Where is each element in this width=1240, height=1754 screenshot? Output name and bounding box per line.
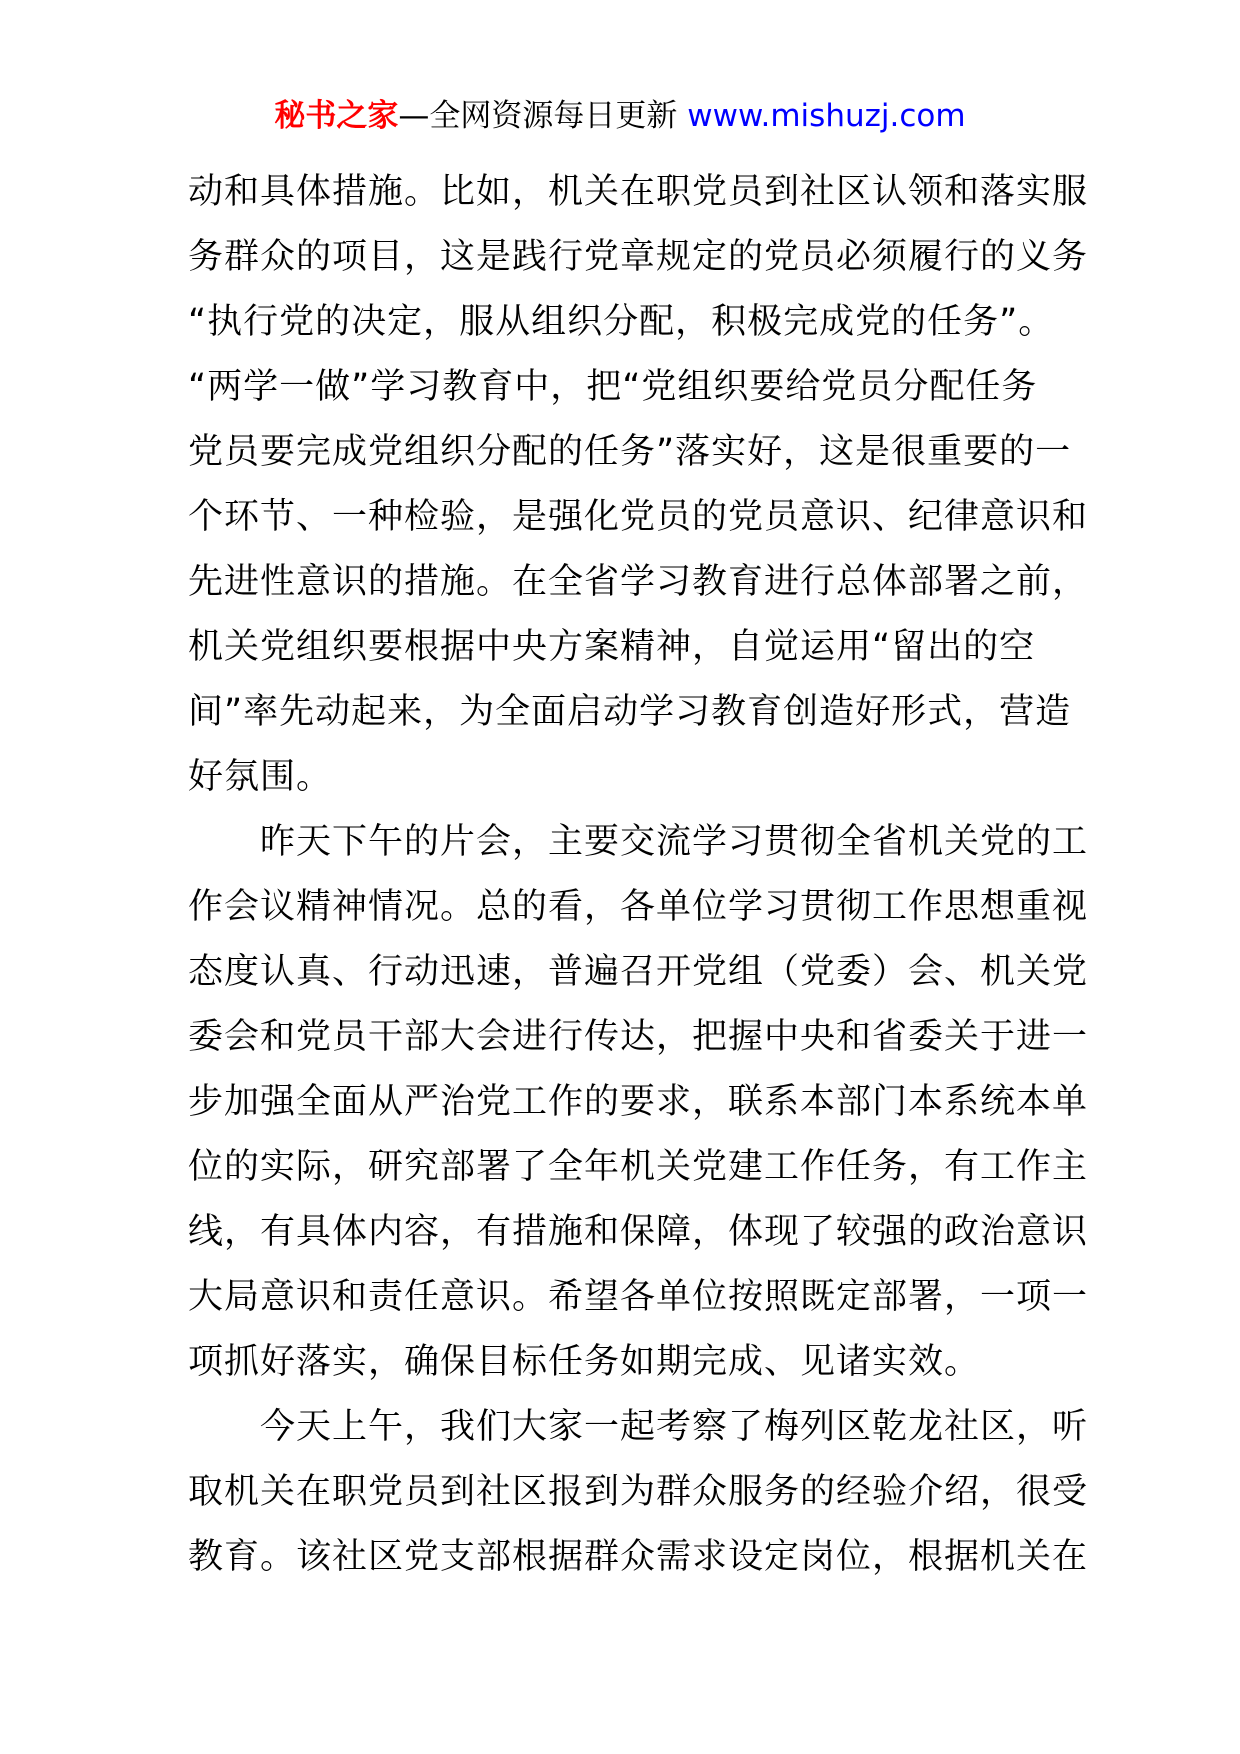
text-line: 动和具体措施。比如，机关在职党员到社区认领和落实服 (188, 172, 1089, 212)
site-url-link[interactable]: www.mishuzj.com (687, 98, 966, 134)
text-line: 位的实际，研究部署了全年机关党建工作任务，有工作主 (188, 1147, 1089, 1187)
text-line: 个环节、一种检验，是强化党员的党员意识、纪律意识和 (188, 497, 1089, 537)
text-line: 大局意识和责任意识。希望各单位按照既定部署，一项一 (188, 1277, 1089, 1317)
text-line: 态度认真、行动迅速，普遍召开党组（党委）会、机关党 (188, 952, 1089, 992)
text-line: 好氛围。 (188, 757, 333, 797)
page-header (0, 96, 1240, 136)
text-line: 教育。该社区党支部根据群众需求设定岗位，根据机关在 (188, 1537, 1089, 1577)
text-line: 间”率先动起来，为全面启动学习教育创造好形式，营造 (188, 692, 1072, 732)
document-body (188, 160, 1089, 1590)
text-line: 取机关在职党员到社区报到为群众服务的经验介绍，很受 (188, 1472, 1089, 1512)
paragraph-start-line: 今天上午，我们大家一起考察了梅列区乾龙社区，听 (260, 1407, 1089, 1447)
text-line: 委会和党员干部大会进行传达，把握中央和省委关于进一 (188, 1017, 1089, 1057)
text-line: 党员要完成党组织分配的任务”落实好，这是很重要的一 (188, 432, 1072, 472)
text-line: 作会议精神情况。总的看，各单位学习贯彻工作思想重视 (188, 887, 1089, 927)
text-line: 项抓好落实，确保目标任务如期完成、见诸实效。 (188, 1342, 981, 1382)
text-line: 务群众的项目，这是践行党章规定的党员必须履行的义务 (188, 237, 1089, 277)
text-line: 机关党组织要根据中央方案精神，自觉运用“留出的空 (188, 627, 1036, 667)
text-line: “两学一做”学习教育中，把“党组织要给党员分配任务 (188, 367, 1038, 407)
site-brand: 秘书之家 (274, 98, 399, 134)
text-line: 先进性意识的措施。在全省学习教育进行总体部署之前， (188, 562, 1089, 602)
text-line: “执行党的决定，服从组织分配，积极完成党的任务”。 (188, 302, 1055, 342)
text-line: 步加强全面从严治党工作的要求，联系本部门本系统本单 (188, 1082, 1089, 1122)
paragraph-start-line: 昨天下午的片会，主要交流学习贯彻全省机关党的工 (260, 822, 1089, 862)
text-line: 线，有具体内容，有措施和保障，体现了较强的政治意识 (188, 1212, 1089, 1252)
site-tagline: —全网资源每日更新 (398, 98, 678, 134)
